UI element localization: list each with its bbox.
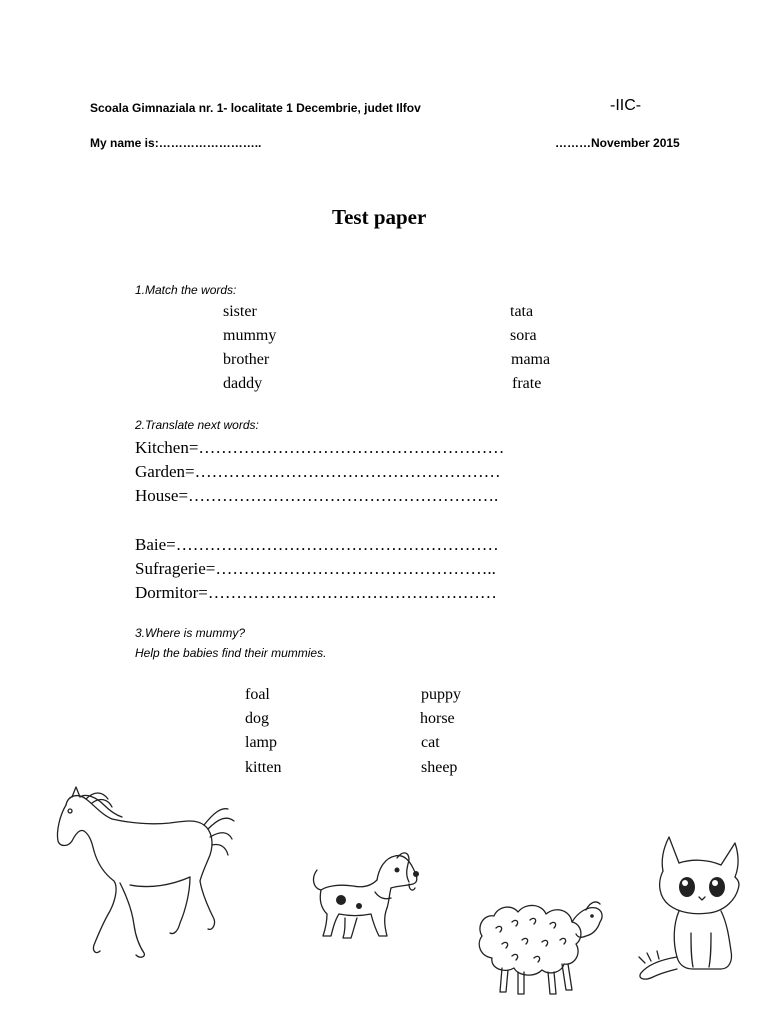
- class-label: -IIC-: [610, 97, 642, 114]
- translate-line: Garden=………………………………………………: [135, 462, 501, 481]
- ex1-left-word: daddy: [223, 375, 263, 392]
- horse-drawing-icon: [50, 785, 235, 960]
- ex3-left-word: kitten: [245, 759, 282, 776]
- ex1-right-word: frate: [512, 375, 542, 392]
- sheep-drawing-icon: [472, 892, 607, 1002]
- exercise1-prompt: 1.Match the words:: [135, 283, 237, 297]
- exercise2-prompt: 2.Translate next words:: [135, 418, 259, 432]
- translate-line: Dormitor=……………………………………………: [135, 583, 497, 602]
- exercise3-prompt: 3.Where is mummy?: [135, 626, 246, 640]
- exercise3-instruction: Help the babies find their mummies.: [135, 646, 327, 660]
- translate-line: Kitchen=………………………………………………: [135, 438, 505, 457]
- ex3-left-word: dog: [245, 710, 269, 727]
- ex1-right-word: sora: [510, 327, 537, 344]
- ex3-right-word: horse: [420, 710, 455, 727]
- translate-line: Baie=…………………………………………………: [135, 535, 499, 554]
- translate-line: Sufragerie=…………………………………………..: [135, 559, 496, 578]
- ex1-right-word: mama: [511, 351, 551, 368]
- ex1-left-word: brother: [223, 351, 270, 368]
- ex1-left-word: mummy: [223, 327, 277, 344]
- ex1-right-word: tata: [510, 303, 534, 320]
- ex3-right-word: sheep: [421, 759, 458, 776]
- ex1-left-word: sister: [223, 303, 257, 320]
- date-line: ………November 2015: [555, 136, 680, 150]
- page-title: Test paper: [332, 205, 427, 229]
- ex3-right-word: puppy: [421, 686, 461, 703]
- ex3-left-word: foal: [245, 686, 270, 703]
- ex3-left-word: lamp: [245, 734, 277, 751]
- name-line: My name is:……………………..: [90, 136, 262, 150]
- dog-drawing-icon: [305, 848, 425, 948]
- translate-line: House=……………………………………………….: [135, 486, 499, 505]
- cat-drawing-icon: [635, 833, 745, 983]
- school-name: Scoala Gimnaziala nr. 1- localitate 1 Decembrie, judet Ilfov: [90, 101, 421, 115]
- ex3-right-word: cat: [421, 734, 440, 751]
